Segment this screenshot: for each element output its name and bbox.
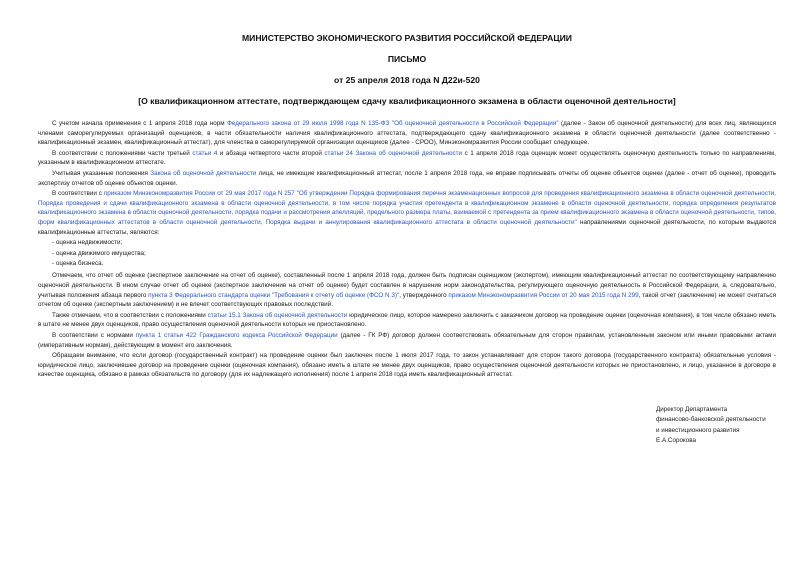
paragraph-5-text-a: Отмечаем, что отчет об оценке (экспертное заключение на отчет об оценке), составленный после 1 апреля 2018 года, должен быть подписан оценщиком (экспертом), имеющим квалификационный аттестат по соответствующему направлению оценочной деятельности. В ином случае отчет об оценке (экспертное заключение на отчет об оценке) будет составлен в нарушение норм законодательства, регулирующего оценочную деятельность в Российской Федерации, а, следовательно, учитывая положения абзаца первого <box>38 272 776 299</box>
link-appraisal-law[interactable]: Закона об оценочной деятельности <box>150 169 257 177</box>
paragraph-1-text-b: (далее - Закон об оценочной деятельности) для всех лиц, являющихся членами саморегулируемых организаций оценщиков, в части обязательности наличия квалификационного аттестата, подтверждающего сдачу квалификационного экзамена в области оценочной деятельности (далее соответственно - квалификационный экзамен, квалификационный аттестат), для членства в саморегулируемой организации оценщиков (далее - СРОО), Минэкономразвития России сообщает следующее. <box>38 120 777 147</box>
paragraph-5-text-c: , такой отчет (заключение) не может считаться отчетом об оценке (экспертным заключением) и не влечет соответствующих правовых последствий. <box>38 291 776 309</box>
document-date: от 25 апреля 2018 года N Д22и-520 <box>334 75 480 85</box>
paragraph-3 <box>38 169 776 188</box>
link-order-257[interactable]: приказом Минэкономразвития России от 29 мая 2017 года N 257 "Об утверждении Порядка формирования перечня экзаменационных вопросов для проведения квалификационного экзамена в области оценочной деятельности, Порядка проведения и сдачи квалификационного экзамена в области оценочной деятельности, в том числе порядка участия претендента в квалификационном экзамене в области оценочной деятельности, порядка определения результатов квалификационного экзамена в области оценочной деятельности, порядка подачи и рассмотрения апелляций, предельного размера платы, взимаемой с претендента за прием квалификационного экзамена в области оценочной деятельности, типов, форм квалификационных аттестатов в области оценочной деятельности, Порядка выдачи и аннулирования квалификационного аттестата в области оценочной деятельности" <box>38 190 776 226</box>
list-item: - оценка бизнеса. <box>52 259 104 267</box>
paragraph-6-text-a: Также отмечаем, что в соответствии с положениями <box>52 311 208 319</box>
signature-department: финансово-банковской деятельности <box>656 416 766 424</box>
paragraph-3-text-a: Учитывая указанные положения <box>52 169 151 177</box>
paragraph-2-text-b: и абзаца четвертого части второй <box>217 149 325 157</box>
signature-name: Е.А.Сорокова <box>656 437 697 445</box>
signature-position: Директор Департамента <box>656 406 728 413</box>
paragraph-2-text-c: с 1 апреля 2018 года оценщик может осуществлять оценочную деятельность только по направлениям, указанным в квалификационном аттестате. <box>38 149 777 167</box>
document-type: ПИСЬМО <box>387 54 427 64</box>
paragraph-5-text-b: , утвержденного <box>399 291 449 299</box>
paragraph-3-text-b: лица, не имеющие квалификационный аттестат, после 1 апреля 2018 года, не вправе подписывать отчеты об оценке объектов оценки (далее - отчет об оценке), проводить экспертизу отчетов об оценке объектов оценки. <box>38 169 776 187</box>
link-order-299[interactable]: приказом Минэкономразвития России от 20 мая 2015 года N 299 <box>448 291 639 299</box>
paragraph-5 <box>38 271 776 309</box>
link-federal-law-135[interactable]: Федерального закона от 29 июля 1998 года N 135-ФЗ "Об оценочной деятельности в Российской Федерации" <box>227 120 559 127</box>
list-item: - оценка недвижимости; <box>52 239 123 247</box>
list-item: - оценка движимого имущества; <box>52 249 146 257</box>
paragraph-8-text-a: Обращаем внимание, что если договор (государственный контракт) на проведение оценки был заключен после 1 июля 2017 года, то закон устанавливает для сторон такого договора (государственного контракта) обязательные условия - юридическое лицо, заключившее договор на проведение оценки (оценочная компания), обязано иметь в штате не менее двух оценщиков, право осуществления оценочной деятельности которых не приостановлено, и лицо, указанное в договоре в качестве оценщика, обязано в рамках обязательств по договору (для их надлежащего исполнения) после 1 апреля 2018 года иметь квалификационный аттестат. <box>38 352 776 379</box>
paragraph-8 <box>38 351 776 380</box>
link-civil-code-422[interactable]: пункта 1 статьи 422 Гражданского кодекса Российской Федерации <box>135 331 338 339</box>
paragraph-4-text-b: направлениями оценочной деятельности, по которым выдаются квалификационные аттестаты, являются: <box>38 218 776 236</box>
paragraph-1 <box>38 119 776 148</box>
link-article-4[interactable]: статьи 4 <box>192 149 218 157</box>
paragraph-7 <box>38 331 776 350</box>
paragraph-4-text-a: В соответствии с <box>52 190 104 198</box>
signature-block <box>656 405 776 447</box>
paragraph-4 <box>38 189 776 237</box>
paragraph-2 <box>38 149 776 168</box>
link-fso-3[interactable]: пункта 3 Федерального стандарта оценки "Требования к отчету об оценке (ФСО N 3)" <box>148 291 400 299</box>
paragraph-2-text-a: В соответствии с положениями части третьей <box>52 149 193 157</box>
paragraph-1-text-a: С учетом начала применения с 1 апреля 2018 года норм <box>52 120 228 127</box>
link-article-24[interactable]: статьи 24 Закона об оценочной деятельности <box>324 149 463 157</box>
link-article-15-1[interactable]: статьи 15.1 Закона об оценочной деятельности <box>207 311 348 319</box>
document-subject: [О квалификационном аттестате, подтверждающем сдачу квалификационного экзамена в области оценочной деятельности] <box>138 96 676 106</box>
ministry-title: МИНИСТЕРСТВО ЭКОНОМИЧЕСКОГО РАЗВИТИЯ РОССИЙСКОЙ ФЕДЕРАЦИИ <box>242 33 572 43</box>
paragraph-6-text-b: юридическое лицо, которое намерено заключить с заказчиком договор на проведение оценки (оценочная компания), в том числе обязано иметь в штате не менее двух оценщиков, право осуществления оценочной деятельности которых не приостановлено. <box>38 311 776 329</box>
paragraph-7-text-a: В соответствии с нормами <box>52 331 136 339</box>
signature-department-cont: и инвестиционного развития <box>656 426 740 434</box>
paragraph-7-text-b: (далее - ГК РФ) договор должен соответствовать обязательным для сторон правилам, установленным законом или иными правовыми актами (императивным нормам), действующим в момент его заключения. <box>38 331 776 349</box>
paragraph-6 <box>38 311 776 330</box>
document-page <box>38 33 777 445</box>
